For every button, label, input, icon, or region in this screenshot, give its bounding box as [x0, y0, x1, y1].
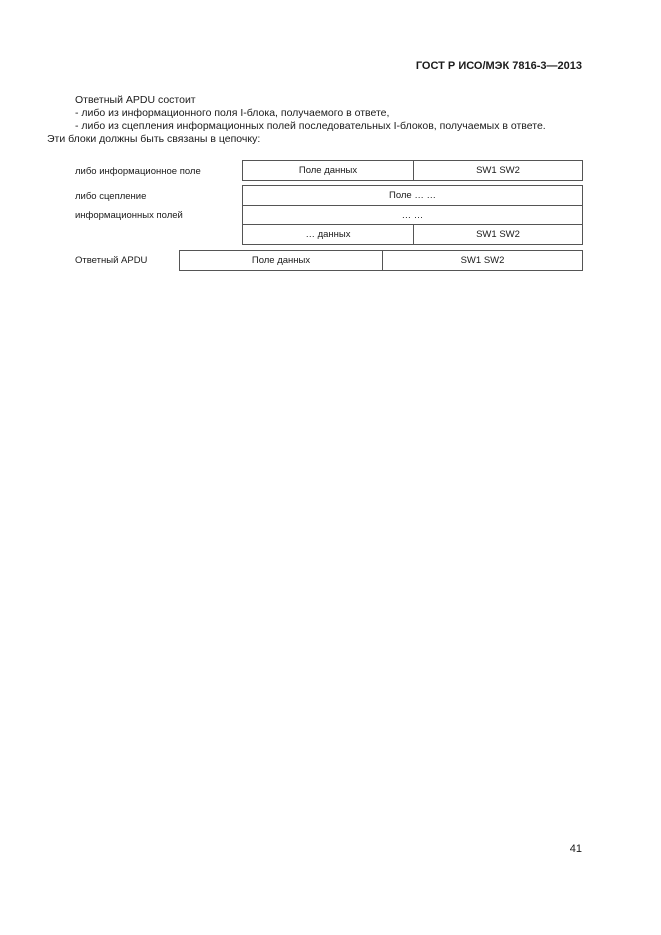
paragraph-line-2: - либо из информационного поля I-блока, получаемого в ответе,: [75, 107, 390, 119]
paragraph-line-3: - либо из сцепления информационных полей последовательных I-блоков, получаемых в ответе.: [75, 120, 546, 132]
document-header: ГОСТ Р ИСО/МЭК 7816-3—2013: [415, 60, 582, 72]
row1-data-field-cell: Поле данных: [242, 160, 414, 181]
row3-sw-cell: SW1 SW2: [382, 250, 583, 271]
row2-label-line-1: либо сцепление: [75, 191, 147, 202]
row2-chain-sw-cell: SW1 SW2: [413, 224, 583, 245]
paragraph-line-4: Эти блоки должны быть связаны в цепочку:: [47, 133, 261, 145]
row3-label: Ответный APDU: [75, 255, 148, 266]
row3-data-field-cell: Поле данных: [179, 250, 383, 271]
row2-chain-data-cell: … данных: [242, 224, 414, 245]
row2-chain-cell-1: Поле … …: [242, 185, 583, 206]
row1-sw-cell: SW1 SW2: [413, 160, 583, 181]
row2-chain-cell-2: … …: [242, 205, 583, 225]
row2-label-line-2: информационных полей: [75, 210, 183, 221]
row1-label: либо информационное поле: [75, 166, 201, 177]
page-number: 41: [569, 843, 582, 855]
paragraph-line-1: Ответный APDU состоит: [75, 94, 196, 106]
